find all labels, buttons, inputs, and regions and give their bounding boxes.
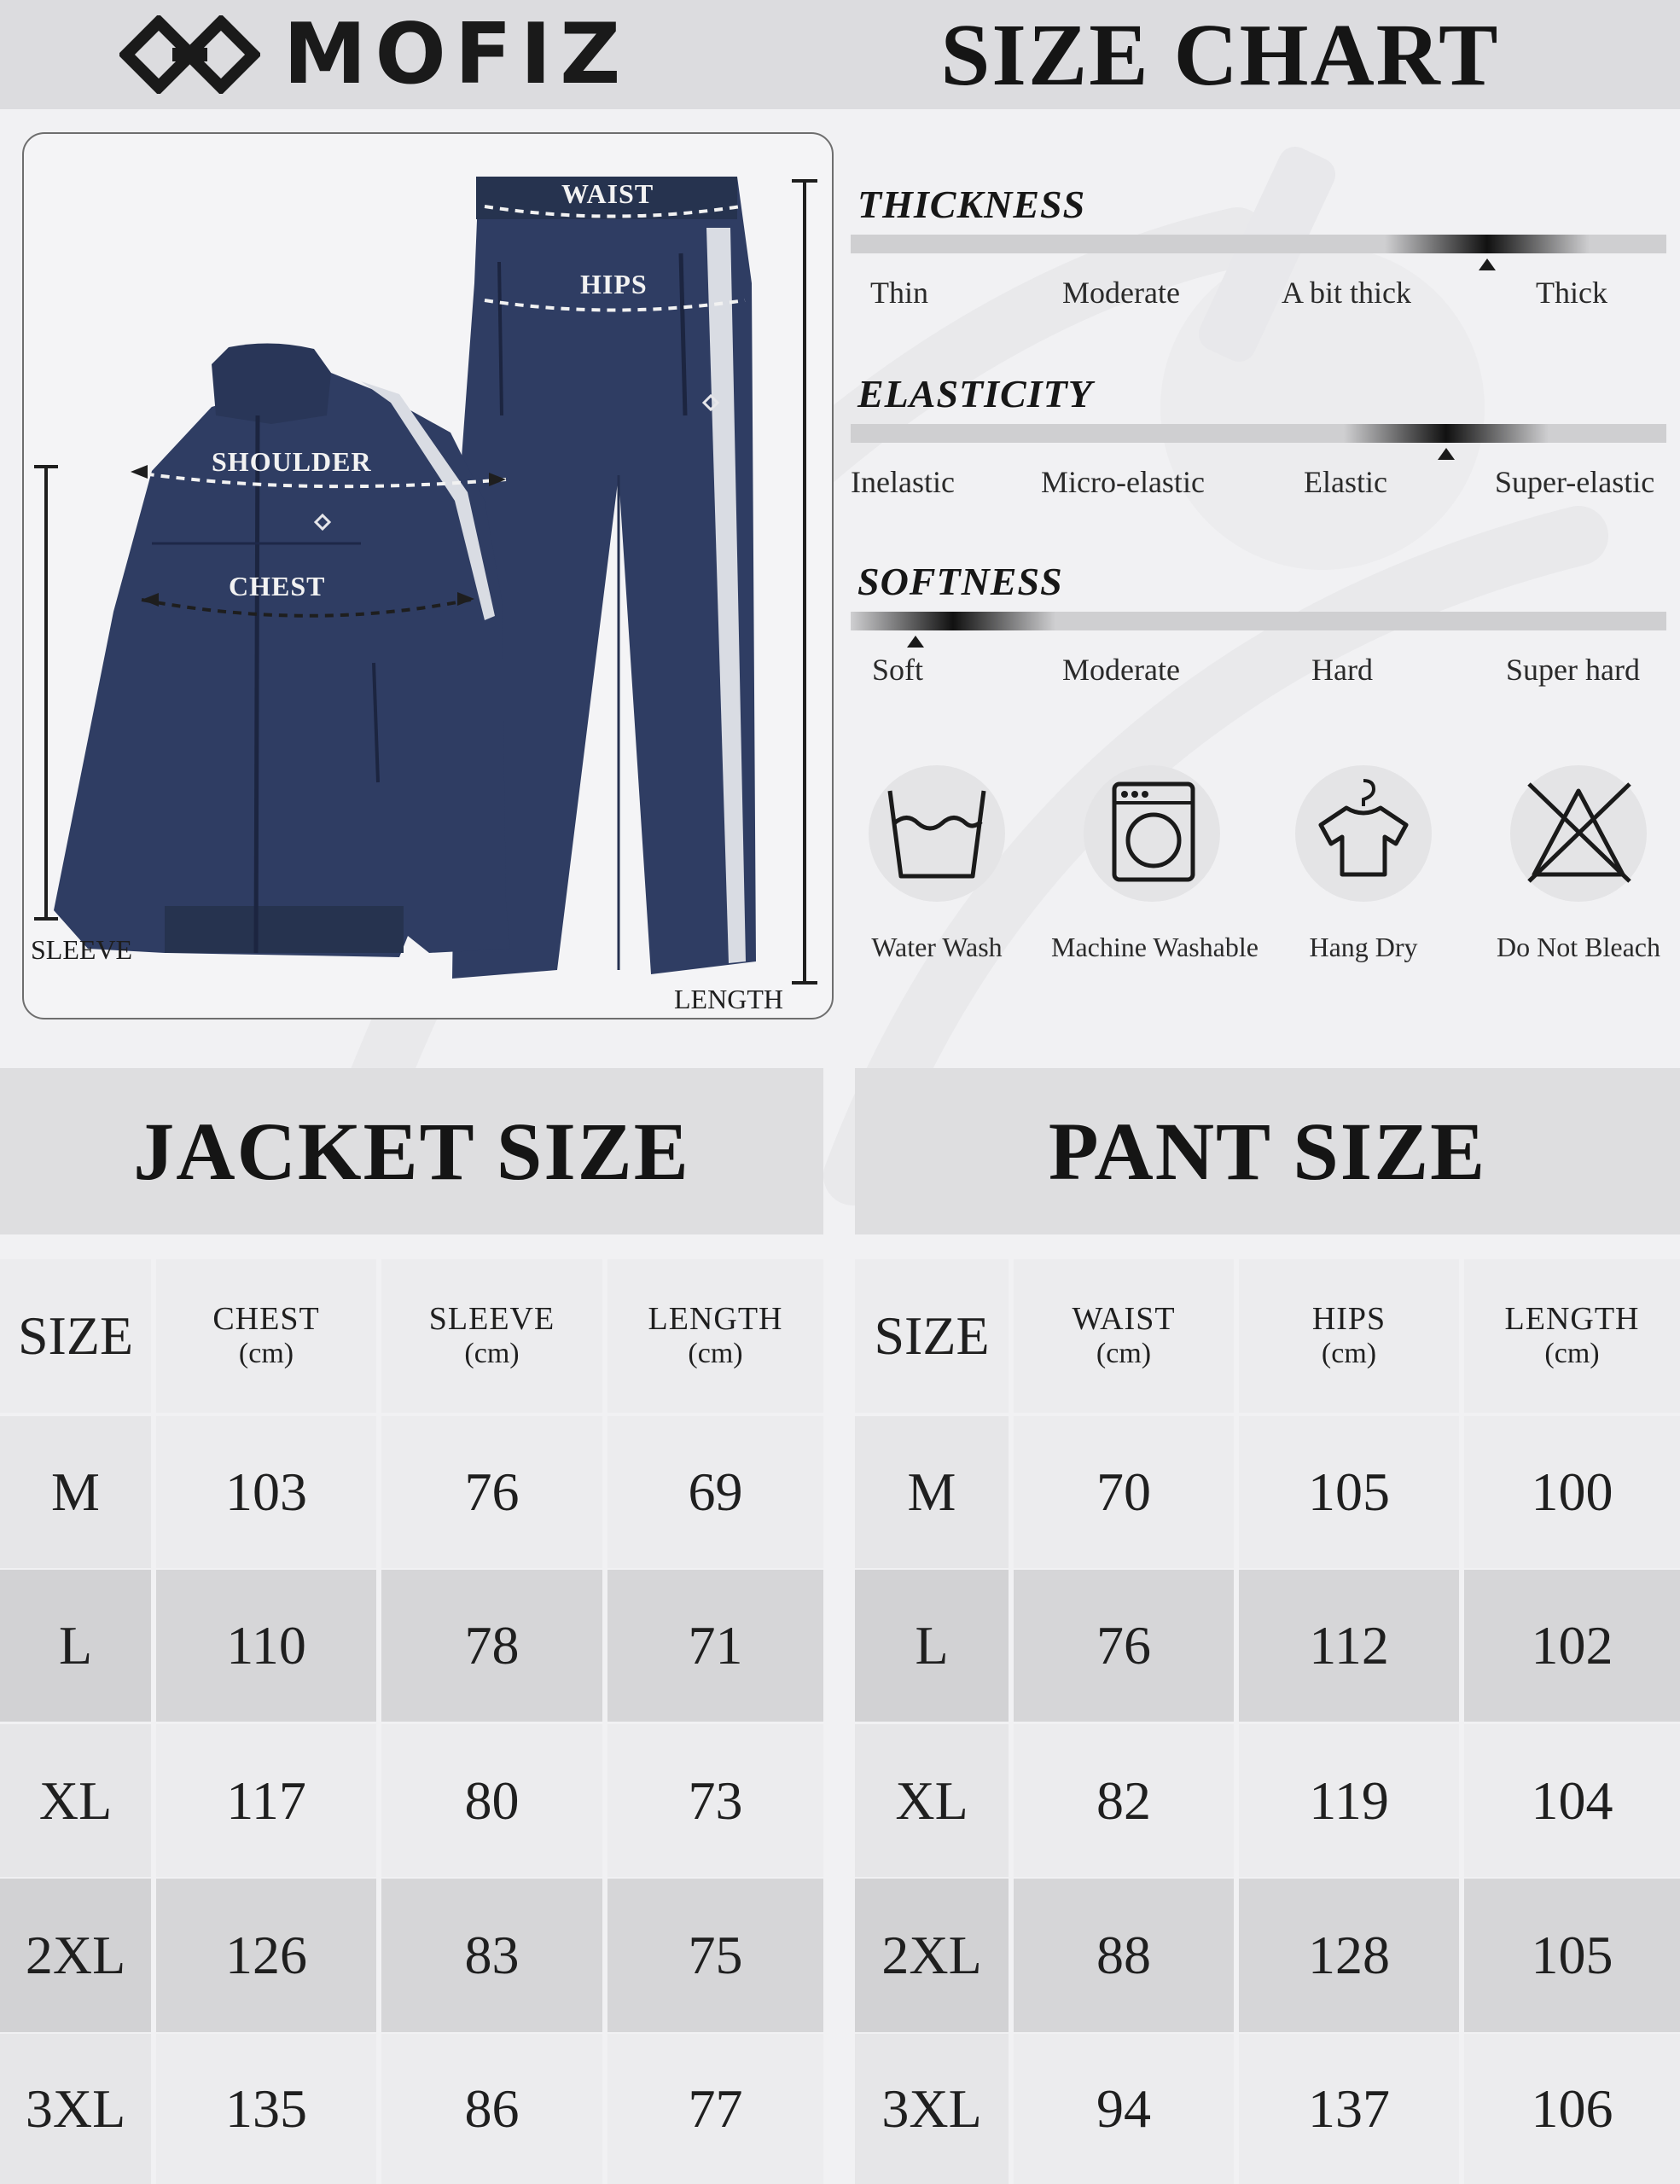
- header-label: HIPS: [1311, 1301, 1386, 1337]
- property-level-fill: [851, 612, 1055, 630]
- property-title: THICKNESS: [857, 183, 1086, 226]
- chest-label: CHEST: [229, 571, 326, 601]
- property-level-marker: [1438, 448, 1455, 460]
- table-cell: 73: [607, 1724, 823, 1877]
- property-option: Micro-elastic: [1041, 465, 1205, 499]
- hang-dry-icon: [1295, 765, 1432, 902]
- header-cell-waist: [1014, 1259, 1234, 1413]
- tracksuit-illustration: [24, 134, 832, 1018]
- property-option: Inelastic: [851, 465, 955, 499]
- product-image-panel: [22, 132, 834, 1019]
- pant-size-title: PANT SIZE: [1048, 1106, 1487, 1197]
- table-cell: 86: [381, 2034, 602, 2184]
- property-option: A bit thick: [1282, 276, 1411, 310]
- table-cell: 126: [156, 1879, 376, 2032]
- header-unit: (cm): [1544, 1338, 1600, 1369]
- table-cell: M: [855, 1416, 1009, 1568]
- care-item: [1084, 765, 1220, 902]
- water-wash-icon: [869, 765, 1005, 902]
- table-cell: 76: [381, 1416, 602, 1568]
- header-label: LENGTH: [1504, 1301, 1640, 1337]
- header-label: SIZE: [17, 1305, 134, 1366]
- property-level-fill: [1344, 424, 1549, 443]
- property-option: Thick: [1536, 276, 1607, 310]
- table-cell: 2XL: [855, 1879, 1009, 2032]
- property-scale-bar: [851, 424, 1666, 443]
- header-unit: (cm): [1096, 1338, 1152, 1369]
- property-option: Moderate: [1062, 276, 1180, 310]
- table-cell: 104: [1464, 1724, 1680, 1877]
- property-option: Super hard: [1506, 653, 1640, 687]
- header-unit: (cm): [464, 1338, 520, 1369]
- header-label: SLEEVE: [428, 1301, 555, 1337]
- header-label: SIZE: [874, 1305, 990, 1366]
- table-cell: 100: [1464, 1416, 1680, 1568]
- header-unit: (cm): [688, 1338, 743, 1369]
- waist-label: WAIST: [561, 178, 654, 209]
- property-option: Moderate: [1062, 653, 1180, 687]
- table-cell: XL: [0, 1724, 151, 1877]
- property-option: Soft: [872, 653, 924, 687]
- pant-size-header: [855, 1068, 1680, 1234]
- table-cell: 77: [607, 2034, 823, 2184]
- table-cell: 119: [1239, 1724, 1459, 1877]
- table-cell: 80: [381, 1724, 602, 1877]
- header-unit: (cm): [1321, 1338, 1377, 1369]
- care-item: [869, 765, 1005, 902]
- table-cell: 102: [1464, 1570, 1680, 1722]
- header-label: LENGTH: [648, 1301, 783, 1337]
- table-cell: 83: [381, 1879, 602, 2032]
- table-cell: 70: [1014, 1416, 1234, 1568]
- shoulder-label: SHOULDER: [212, 446, 372, 477]
- brand-logo: MOFIZ: [283, 6, 630, 103]
- table-cell: 69: [607, 1416, 823, 1568]
- table-cell: 2XL: [0, 1879, 151, 2032]
- hips-label: HIPS: [580, 269, 648, 299]
- table-cell: 3XL: [855, 2034, 1009, 2184]
- table-cell: 117: [156, 1724, 376, 1877]
- table-cell: 78: [381, 1570, 602, 1722]
- table-cell: L: [855, 1570, 1009, 1722]
- table-cell: 82: [1014, 1724, 1234, 1877]
- table-cell: 110: [156, 1570, 376, 1722]
- machine-washable-icon: [1084, 765, 1220, 902]
- table-cell: 88: [1014, 1879, 1234, 2032]
- property-option: Thin: [870, 276, 928, 310]
- jacket-size-title: JACKET SIZE: [133, 1106, 690, 1197]
- table-cell: 128: [1239, 1879, 1459, 2032]
- table-cell: 103: [156, 1416, 376, 1568]
- table-cell: 112: [1239, 1570, 1459, 1722]
- table-cell: 105: [1239, 1416, 1459, 1568]
- header-unit: (cm): [238, 1338, 294, 1369]
- jacket-size-header: [0, 1068, 823, 1234]
- table-cell: 105: [1464, 1879, 1680, 2032]
- table-cell: 135: [156, 2034, 376, 2184]
- property-title: SOFTNESS: [857, 560, 1063, 603]
- property-level-marker: [907, 636, 924, 648]
- property-option: Super-elastic: [1495, 465, 1655, 499]
- table-cell: 3XL: [0, 2034, 151, 2184]
- care-label: Hang Dry: [1309, 932, 1418, 962]
- length-label: LENGTH: [674, 984, 783, 1014]
- header-label: CHEST: [212, 1301, 320, 1337]
- care-item: [1295, 765, 1432, 902]
- jacket-illustration: [54, 343, 510, 957]
- table-cell: L: [0, 1570, 151, 1722]
- header-cell-length: [1464, 1259, 1680, 1413]
- table-cell: M: [0, 1416, 151, 1568]
- header-cell-chest: [156, 1259, 376, 1413]
- property-scale-bar: [851, 612, 1666, 630]
- property-option: Elastic: [1304, 465, 1387, 499]
- care-item: [1510, 765, 1647, 902]
- table-cell: 71: [607, 1570, 823, 1722]
- property-scale-bar: [851, 235, 1666, 253]
- table-cell: 76: [1014, 1570, 1234, 1722]
- care-label: Do Not Bleach: [1497, 932, 1660, 962]
- header-cell-size: [0, 1259, 151, 1413]
- table-cell: 75: [607, 1879, 823, 2032]
- care-label: Water Wash: [871, 932, 1003, 962]
- property-level-marker: [1479, 258, 1496, 270]
- header-label: WAIST: [1072, 1301, 1176, 1337]
- header-cell-sleeve: [381, 1259, 602, 1413]
- header-cell-hips: [1239, 1259, 1459, 1413]
- property-level-fill: [1385, 235, 1590, 253]
- care-label: Machine Washable: [1051, 932, 1259, 962]
- table-cell: 94: [1014, 2034, 1234, 2184]
- do-not-bleach-icon: [1510, 765, 1647, 902]
- table-cell: XL: [855, 1724, 1009, 1877]
- table-cell: 137: [1239, 2034, 1459, 2184]
- header-cell-size: [855, 1259, 1009, 1413]
- sleeve-label: SLEEVE: [31, 934, 133, 965]
- table-cell: 106: [1464, 2034, 1680, 2184]
- page-title: SIZE CHART: [940, 6, 1500, 104]
- header-cell-length: [607, 1259, 823, 1413]
- property-title: ELASTICITY: [857, 372, 1093, 415]
- property-option: Hard: [1311, 653, 1373, 687]
- brand-logo-icon: [119, 15, 260, 94]
